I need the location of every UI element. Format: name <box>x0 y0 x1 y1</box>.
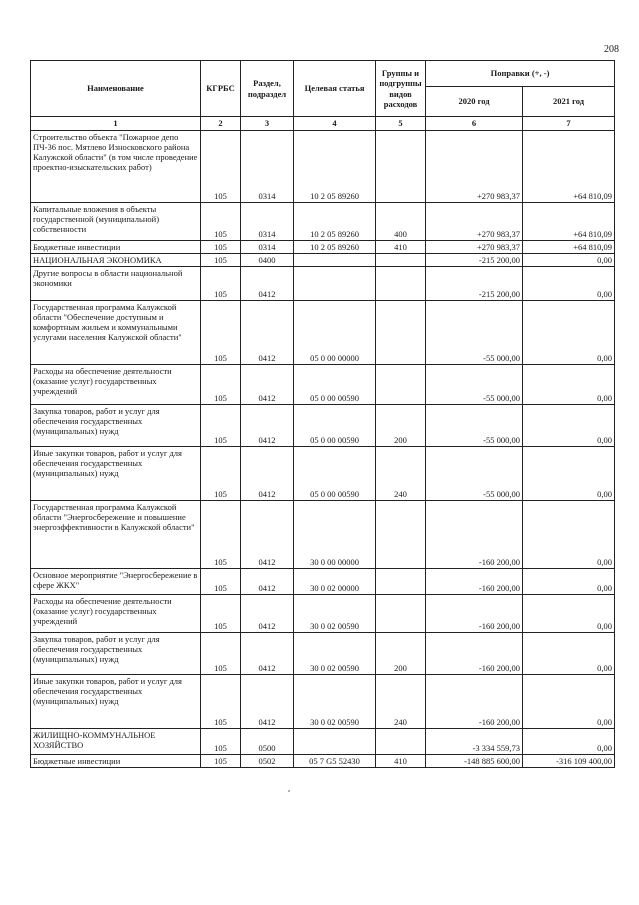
row-section: 0412 <box>241 569 294 595</box>
row-amount-2021: 0,00 <box>523 365 615 405</box>
row-name: Основное мероприятие "Энергосбережение в сфере ЖКХ" <box>31 569 201 595</box>
column-number: 2 <box>201 117 241 131</box>
row-group <box>376 365 426 405</box>
row-amount-2021: 0,00 <box>523 569 615 595</box>
row-amount-2021: 0,00 <box>523 729 615 755</box>
row-section: 0502 <box>241 755 294 768</box>
row-kgrbs: 105 <box>201 131 241 203</box>
row-kgrbs: 105 <box>201 254 241 267</box>
table-row <box>31 729 615 755</box>
table-row <box>31 365 615 405</box>
row-group <box>376 729 426 755</box>
table-row <box>31 405 615 447</box>
row-group <box>376 569 426 595</box>
scan-speck <box>288 790 290 792</box>
row-target <box>294 729 376 755</box>
table-row <box>31 501 615 569</box>
column-number-row <box>31 117 615 131</box>
row-amount-2020: -55 000,00 <box>426 365 523 405</box>
row-kgrbs: 105 <box>201 267 241 301</box>
row-kgrbs: 105 <box>201 405 241 447</box>
row-target: 05 0 00 00000 <box>294 301 376 365</box>
row-name: Закупка товаров, работ и услуг для обеспечения государственных (муниципальных) нужд <box>31 633 201 675</box>
row-target: 05 7 G5 52430 <box>294 755 376 768</box>
row-name: Бюджетные инвестиции <box>31 755 201 768</box>
row-group: 200 <box>376 633 426 675</box>
row-amount-2021: 0,00 <box>523 675 615 729</box>
row-amount-2020: -148 885 600,00 <box>426 755 523 768</box>
row-target <box>294 254 376 267</box>
row-amount-2020: -160 200,00 <box>426 633 523 675</box>
table-row <box>31 131 615 203</box>
row-section: 0412 <box>241 633 294 675</box>
row-section: 0314 <box>241 241 294 254</box>
budget-amendments-table <box>30 60 615 768</box>
row-kgrbs: 105 <box>201 729 241 755</box>
header-kgrbs: КГРБС <box>201 61 241 117</box>
row-group <box>376 267 426 301</box>
row-target: 30 0 02 00000 <box>294 569 376 595</box>
row-group <box>376 131 426 203</box>
row-amount-2021: +64 810,09 <box>523 203 615 241</box>
table-row <box>31 241 615 254</box>
row-kgrbs: 105 <box>201 569 241 595</box>
row-group <box>376 301 426 365</box>
row-kgrbs: 105 <box>201 301 241 365</box>
row-name: Расходы на обеспечение деятельности (оказание услуг) государственных учреждений <box>31 595 201 633</box>
row-section: 0400 <box>241 254 294 267</box>
row-amount-2021: 0,00 <box>523 254 615 267</box>
row-name: Государственная программа Калужской области "Энергосбережение и повышение энергоэффективности в Калужской области" <box>31 501 201 569</box>
row-name: Другие вопросы в области национальной экономики <box>31 267 201 301</box>
row-amount-2021: 0,00 <box>523 405 615 447</box>
row-section: 0500 <box>241 729 294 755</box>
row-kgrbs: 105 <box>201 595 241 633</box>
table-row <box>31 755 615 768</box>
row-group: 200 <box>376 405 426 447</box>
header-target: Целевая статья <box>294 61 376 117</box>
row-name: Расходы на обеспечение деятельности (оказание услуг) государственных учреждений <box>31 365 201 405</box>
table-row <box>31 633 615 675</box>
row-kgrbs: 105 <box>201 501 241 569</box>
row-amount-2020: -160 200,00 <box>426 595 523 633</box>
row-name: Капитальные вложения в объекты государственной (муниципальной) собственности <box>31 203 201 241</box>
table-row <box>31 595 615 633</box>
row-amount-2020: +270 983,37 <box>426 241 523 254</box>
row-name: Бюджетные инвестиции <box>31 241 201 254</box>
row-target <box>294 267 376 301</box>
row-target: 10 2 05 89260 <box>294 131 376 203</box>
row-group: 240 <box>376 447 426 501</box>
header-year-2021: 2021 год <box>523 87 615 117</box>
row-name: Закупка товаров, работ и услуг для обеспечения государственных (муниципальных) нужд <box>31 405 201 447</box>
row-target: 30 0 02 00590 <box>294 675 376 729</box>
row-target: 05 0 00 00590 <box>294 405 376 447</box>
row-name: Строительство объекта "Пожарное депо ПЧ-36 пос. Мятлево Износковского района Калужской области" (в том числе проведение проектно-изыскательских работ) <box>31 131 201 203</box>
row-amount-2020: -160 200,00 <box>426 569 523 595</box>
header-expense-group: Группы и подгруппы видов расходов <box>376 61 426 117</box>
row-amount-2021: +64 810,09 <box>523 241 615 254</box>
row-section: 0412 <box>241 301 294 365</box>
table-row <box>31 267 615 301</box>
row-section: 0412 <box>241 595 294 633</box>
row-target: 05 0 00 00590 <box>294 447 376 501</box>
row-group: 410 <box>376 755 426 768</box>
row-section: 0412 <box>241 447 294 501</box>
row-amount-2020: +270 983,37 <box>426 131 523 203</box>
row-group <box>376 501 426 569</box>
column-number: 5 <box>376 117 426 131</box>
row-group <box>376 595 426 633</box>
row-amount-2020: -215 200,00 <box>426 254 523 267</box>
row-amount-2021: +64 810,09 <box>523 131 615 203</box>
row-kgrbs: 105 <box>201 633 241 675</box>
column-number: 4 <box>294 117 376 131</box>
row-section: 0412 <box>241 405 294 447</box>
row-amount-2021: 0,00 <box>523 301 615 365</box>
column-number: 7 <box>523 117 615 131</box>
table-row <box>31 447 615 501</box>
header-section: Раздел, подраздел <box>241 61 294 117</box>
row-kgrbs: 105 <box>201 755 241 768</box>
row-kgrbs: 105 <box>201 241 241 254</box>
row-amount-2021: 0,00 <box>523 595 615 633</box>
row-group: 240 <box>376 675 426 729</box>
table-row <box>31 254 615 267</box>
row-target: 10 2 05 89260 <box>294 241 376 254</box>
row-amount-2021: 0,00 <box>523 501 615 569</box>
row-name: Иные закупки товаров, работ и услуг для обеспечения государственных (муниципальных) нужд <box>31 447 201 501</box>
row-kgrbs: 105 <box>201 203 241 241</box>
row-amount-2020: -55 000,00 <box>426 447 523 501</box>
row-amount-2021: -316 109 400,00 <box>523 755 615 768</box>
page-number: 208 <box>604 44 619 55</box>
row-kgrbs: 105 <box>201 365 241 405</box>
row-amount-2021: 0,00 <box>523 447 615 501</box>
row-kgrbs: 105 <box>201 447 241 501</box>
row-group: 410 <box>376 241 426 254</box>
row-section: 0412 <box>241 501 294 569</box>
table-row <box>31 675 615 729</box>
row-group: 400 <box>376 203 426 241</box>
row-name: ЖИЛИЩНО-КОММУНАЛЬНОЕ ХОЗЯЙСТВО <box>31 729 201 755</box>
row-target: 30 0 02 00590 <box>294 595 376 633</box>
row-amount-2020: -55 000,00 <box>426 301 523 365</box>
row-section: 0412 <box>241 267 294 301</box>
row-amount-2021: 0,00 <box>523 267 615 301</box>
row-amount-2021: 0,00 <box>523 633 615 675</box>
column-number: 1 <box>31 117 201 131</box>
table-row <box>31 203 615 241</box>
row-amount-2020: -3 334 559,73 <box>426 729 523 755</box>
row-section: 0314 <box>241 203 294 241</box>
row-target: 05 0 00 00590 <box>294 365 376 405</box>
table-row <box>31 301 615 365</box>
header-row <box>31 61 615 87</box>
header-name: Наименование <box>31 61 201 117</box>
row-section: 0412 <box>241 675 294 729</box>
row-amount-2020: -160 200,00 <box>426 675 523 729</box>
row-name: Иные закупки товаров, работ и услуг для обеспечения государственных (муниципальных) нужд <box>31 675 201 729</box>
row-amount-2020: -215 200,00 <box>426 267 523 301</box>
row-name: Государственная программа Калужской области "Обеспечение доступным и комфортным жильем и коммунальными услугами населения Калужской области" <box>31 301 201 365</box>
row-target: 30 0 00 00000 <box>294 501 376 569</box>
column-number: 6 <box>426 117 523 131</box>
row-target: 30 0 02 00590 <box>294 633 376 675</box>
header-year-2020: 2020 год <box>426 87 523 117</box>
row-amount-2020: -55 000,00 <box>426 405 523 447</box>
row-group <box>376 254 426 267</box>
table-row <box>31 569 615 595</box>
row-section: 0314 <box>241 131 294 203</box>
column-number: 3 <box>241 117 294 131</box>
row-amount-2020: -160 200,00 <box>426 501 523 569</box>
row-kgrbs: 105 <box>201 675 241 729</box>
row-target: 10 2 05 89260 <box>294 203 376 241</box>
row-name: НАЦИОНАЛЬНАЯ ЭКОНОМИКА <box>31 254 201 267</box>
header-amendments: Поправки (+, -) <box>426 61 615 87</box>
row-section: 0412 <box>241 365 294 405</box>
row-amount-2020: +270 983,37 <box>426 203 523 241</box>
